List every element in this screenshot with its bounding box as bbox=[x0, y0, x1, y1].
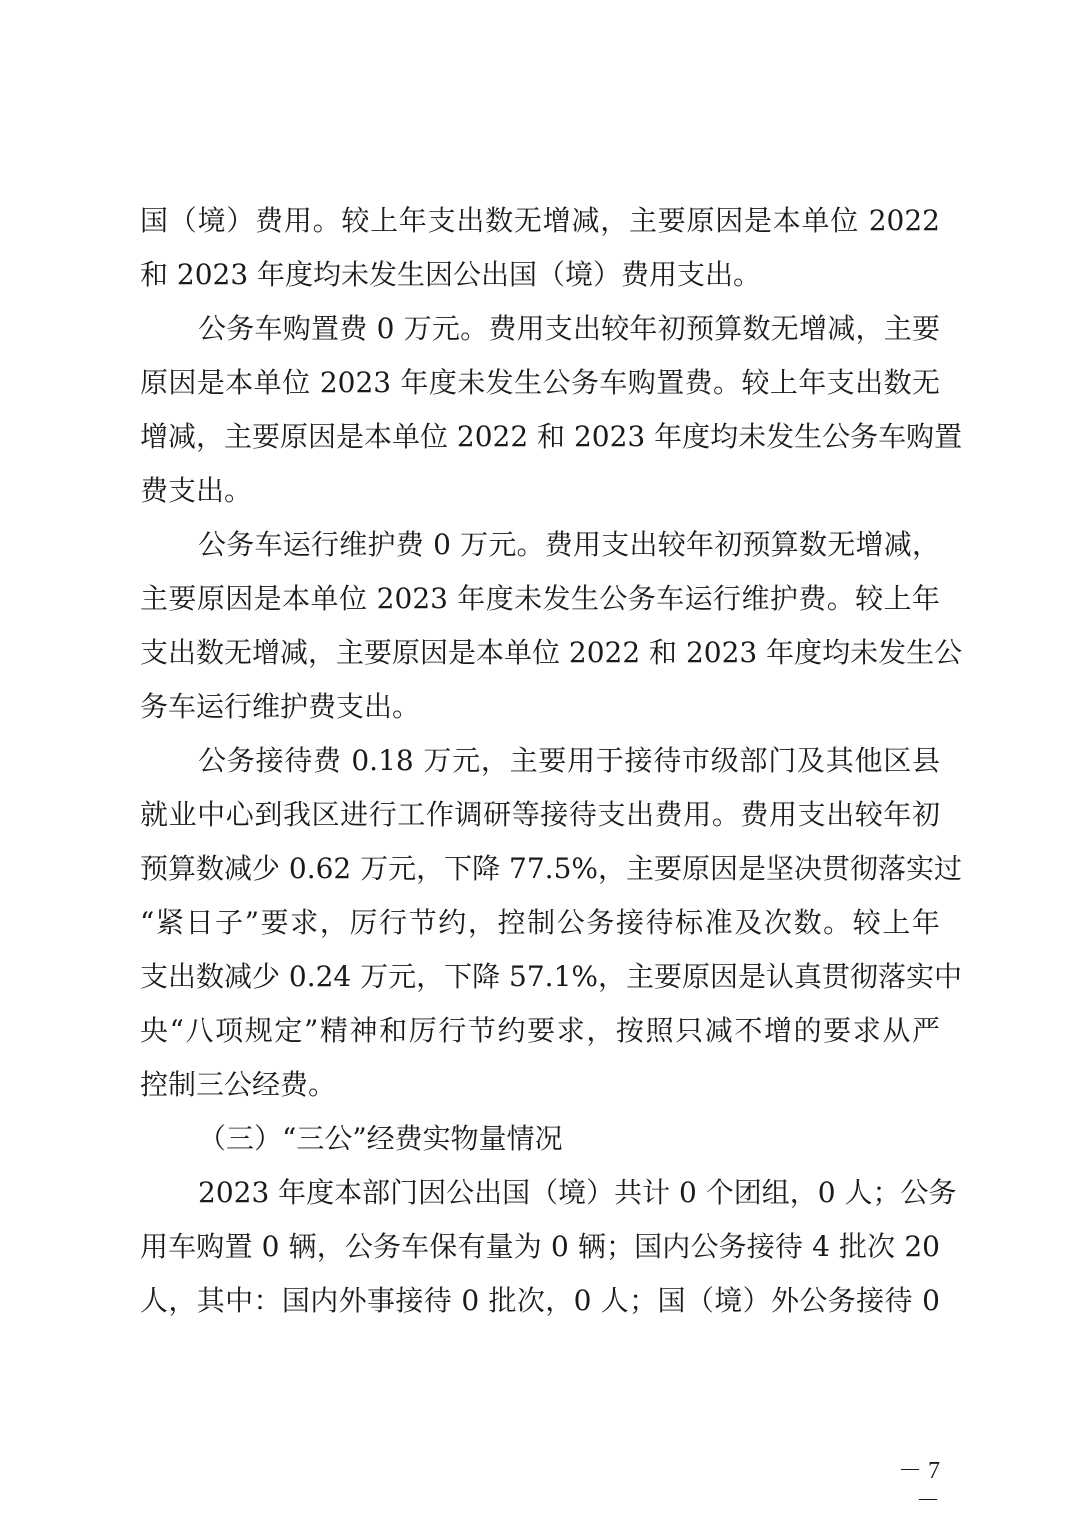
text-line: 支出数减少 0.24 万元，下降 57.1%，主要原因是认真贯彻落实中 bbox=[140, 960, 962, 993]
text-line: 公务车购置费 0 万元。费用支出较年初预算数无增减，主要 bbox=[198, 312, 940, 345]
text-line: 央“八项规定”精神和厉行节约要求，按照只减不增的要求从严 bbox=[140, 1014, 940, 1047]
text-line: 就业中心到我区进行工作调研等接待支出费用。费用支出较年初 bbox=[140, 798, 940, 831]
text-line: 控制三公经费。 bbox=[140, 1068, 337, 1101]
text-line: 主要原因是本单位 2023 年度未发生公务车运行维护费。较上年 bbox=[140, 582, 940, 615]
text-line: 支出数无增减，主要原因是本单位 2022 和 2023 年度均未发生公 bbox=[140, 636, 963, 669]
text-line: 预算数减少 0.62 万元，下降 77.5%，主要原因是坚决贯彻落实过 bbox=[140, 852, 962, 885]
text-line: 国（境）费用。较上年支出数无增减，主要原因是本单位 2022 bbox=[140, 204, 940, 237]
text-line: 人，其中：国内外事接待 0 批次，0 人；国（境）外公务接待 0 bbox=[140, 1284, 940, 1317]
text-line: 务车运行维护费支出。 bbox=[140, 690, 421, 723]
body-text bbox=[140, 194, 963, 1328]
text-line: 公务车运行维护费 0 万元。费用支出较年初预算数无增减， bbox=[198, 528, 940, 561]
text-line: 2023 年度本部门因公出国（境）共计 0 个团组，0 人；公务 bbox=[198, 1176, 957, 1209]
text-line: “紧日子”要求，厉行节约，控制公务接待标准及次数。较上年 bbox=[140, 906, 940, 939]
text-line: 公务接待费 0.18 万元，主要用于接待市级部门及其他区县 bbox=[198, 744, 940, 777]
page-number: － 7 － bbox=[898, 1458, 940, 1514]
text-line: 费支出。 bbox=[140, 474, 253, 507]
text-line: 和 2023 年度均未发生因公出国（境）费用支出。 bbox=[140, 258, 762, 291]
text-line: 用车购置 0 辆，公务车保有量为 0 辆；国内公务接待 4 批次 20 bbox=[140, 1230, 940, 1263]
section-heading: （三）“三公”经费实物量情况 bbox=[198, 1122, 563, 1155]
text-line: 增减，主要原因是本单位 2022 和 2023 年度均未发生公务车购置 bbox=[140, 420, 963, 453]
text-line: 原因是本单位 2023 年度未发生公务车购置费。较上年支出数无 bbox=[140, 366, 940, 399]
